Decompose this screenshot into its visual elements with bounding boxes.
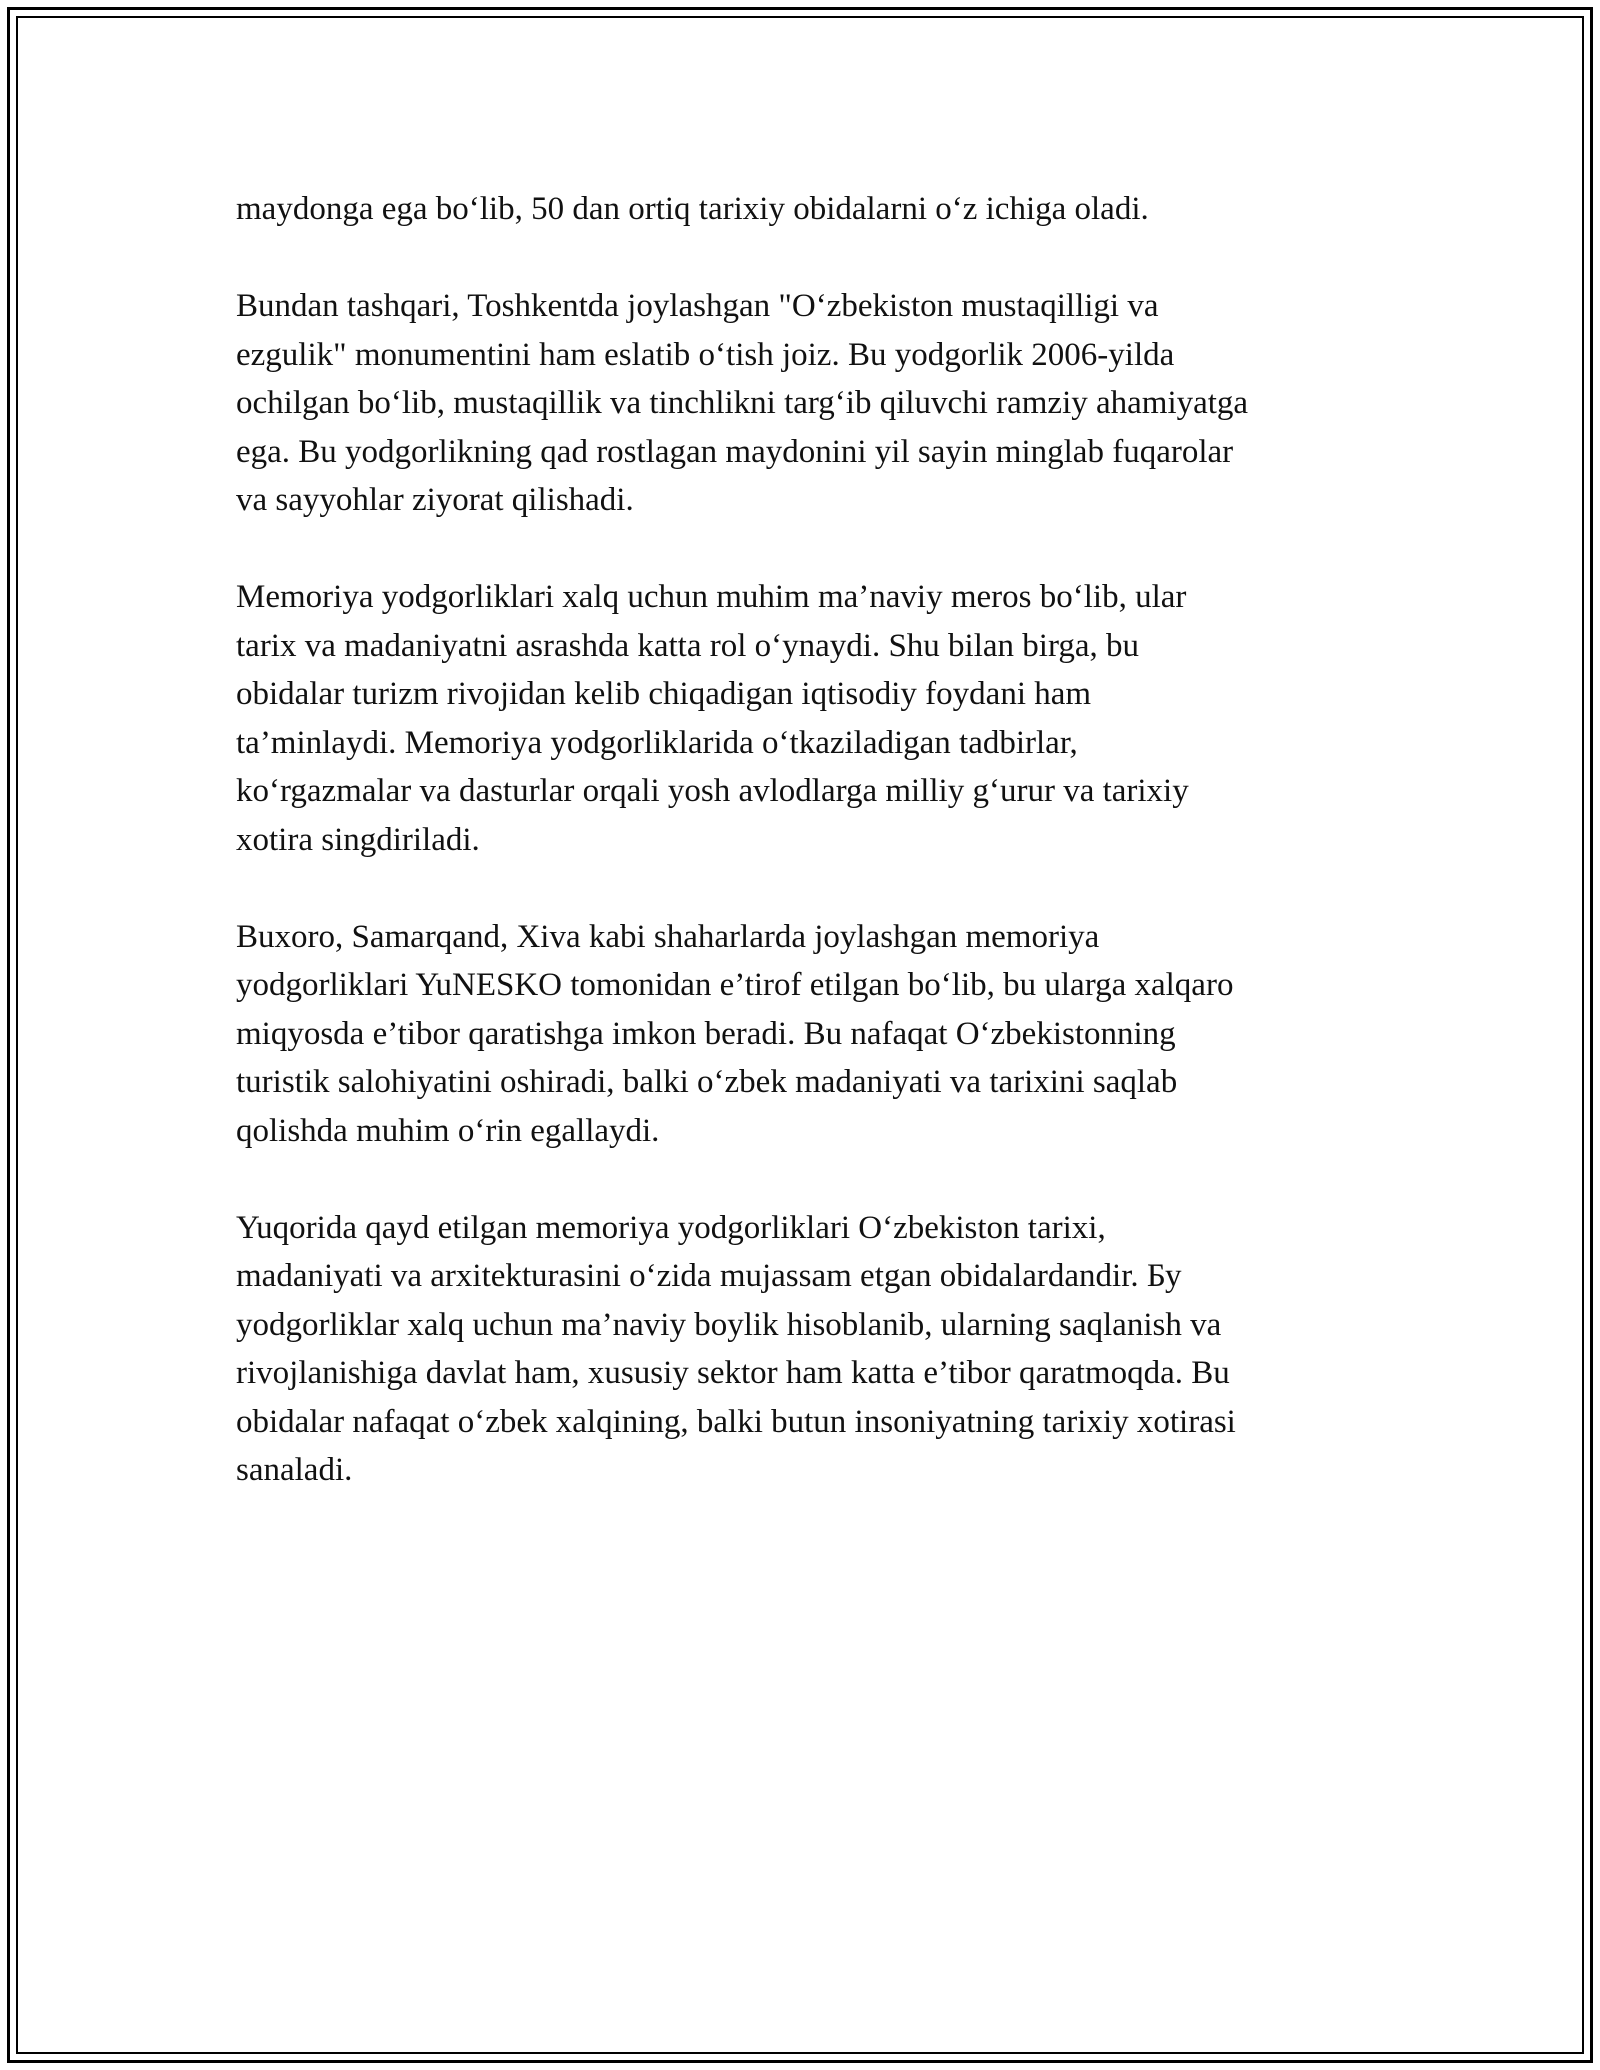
text-line: rivojlanishiga davlat ham, xususiy sektor ham katta e’tibor qaratmoqda. Bu — [236, 1355, 1230, 1391]
paragraph-5 — [236, 1204, 1366, 1495]
paragraph-1 — [236, 185, 1366, 234]
paragraph-2 — [236, 282, 1366, 525]
text-line: ta’minlaydi. Memoriya yodgorliklarida o‘tkaziladigan tadbirlar, — [236, 724, 1078, 761]
text-line: madaniyati va arxitekturasini o‘zida mujassam etgan obidalardandir. Бу — [236, 1258, 1182, 1294]
text-line: maydonga ega bo‘lib, 50 dan ortiq tarixiy obidalarni o‘z ichiga oladi. — [236, 191, 1149, 227]
paragraph-3 — [236, 573, 1366, 864]
text-line: ochilgan bo‘lib, mustaqillik va tinchlikni targ‘ib qiluvchi ramziy ahamiyatga — [236, 385, 1249, 421]
paragraph-4 — [236, 913, 1366, 1156]
text-line: obidalar turizm rivojidan kelib chiqadigan iqtisodiy foydani ham — [236, 676, 1092, 712]
text-line: turistik salohiyatini oshiradi, balki o‘zbek madaniyati va tarixini saqlab — [236, 1064, 1178, 1100]
text-line: sanaladi. — [236, 1452, 353, 1488]
text-line: miqyosda e’tibor qaratishga imkon beradi. Bu nafaqat O‘zbekistonning — [236, 1015, 1176, 1052]
text-line: obidalar nafaqat o‘zbek xalqining, balki butun insoniyatning tarixiy xotirasi — [236, 1403, 1236, 1440]
text-line: yodgorliklari YuNESKO tomonidan e’tirof etilgan bo‘lib, bu ularga xalqaro — [236, 967, 1234, 1003]
text-line: Yuqorida qayd etilgan memoriya yodgorliklari O‘zbekiston tarixi, — [236, 1209, 1106, 1246]
text-line: yodgorliklar xalq uchun ma’naviy boylik hisoblanib, ularning saqlanish va — [236, 1306, 1222, 1343]
text-line: ezgulik" monumentini ham eslatib o‘tish joiz. Bu yodgorlik 2006-yilda — [236, 336, 1175, 373]
text-line: Memoriya yodgorliklari xalq uchun muhim ma’naviy meros bo‘lib, ular — [236, 579, 1187, 615]
document-body — [236, 185, 1366, 1543]
text-line: ega. Bu yodgorlikning qad rostlagan maydonini yil sayin minglab fuqarolar — [236, 433, 1234, 470]
text-line: Bundan tashqari, Toshkentda joylashgan "O‘zbekiston mustaqilligi va — [236, 288, 1159, 324]
text-line: Buxoro, Samarqand, Xiva kabi shaharlarda joylashgan memoriya — [236, 918, 1100, 955]
text-line: va sayyohlar ziyorat qilishadi. — [236, 482, 634, 518]
text-line: xotira singdiriladi. — [236, 821, 480, 858]
text-line: tarix va madaniyatni asrashda katta rol o‘ynaydi. Shu bilan birga, bu — [236, 627, 1139, 664]
text-line: ko‘rgazmalar va dasturlar orqali yosh avlodlarga milliy g‘urur va tarixiy — [236, 773, 1189, 809]
text-line: qolishda muhim o‘rin egallaydi. — [236, 1112, 660, 1149]
